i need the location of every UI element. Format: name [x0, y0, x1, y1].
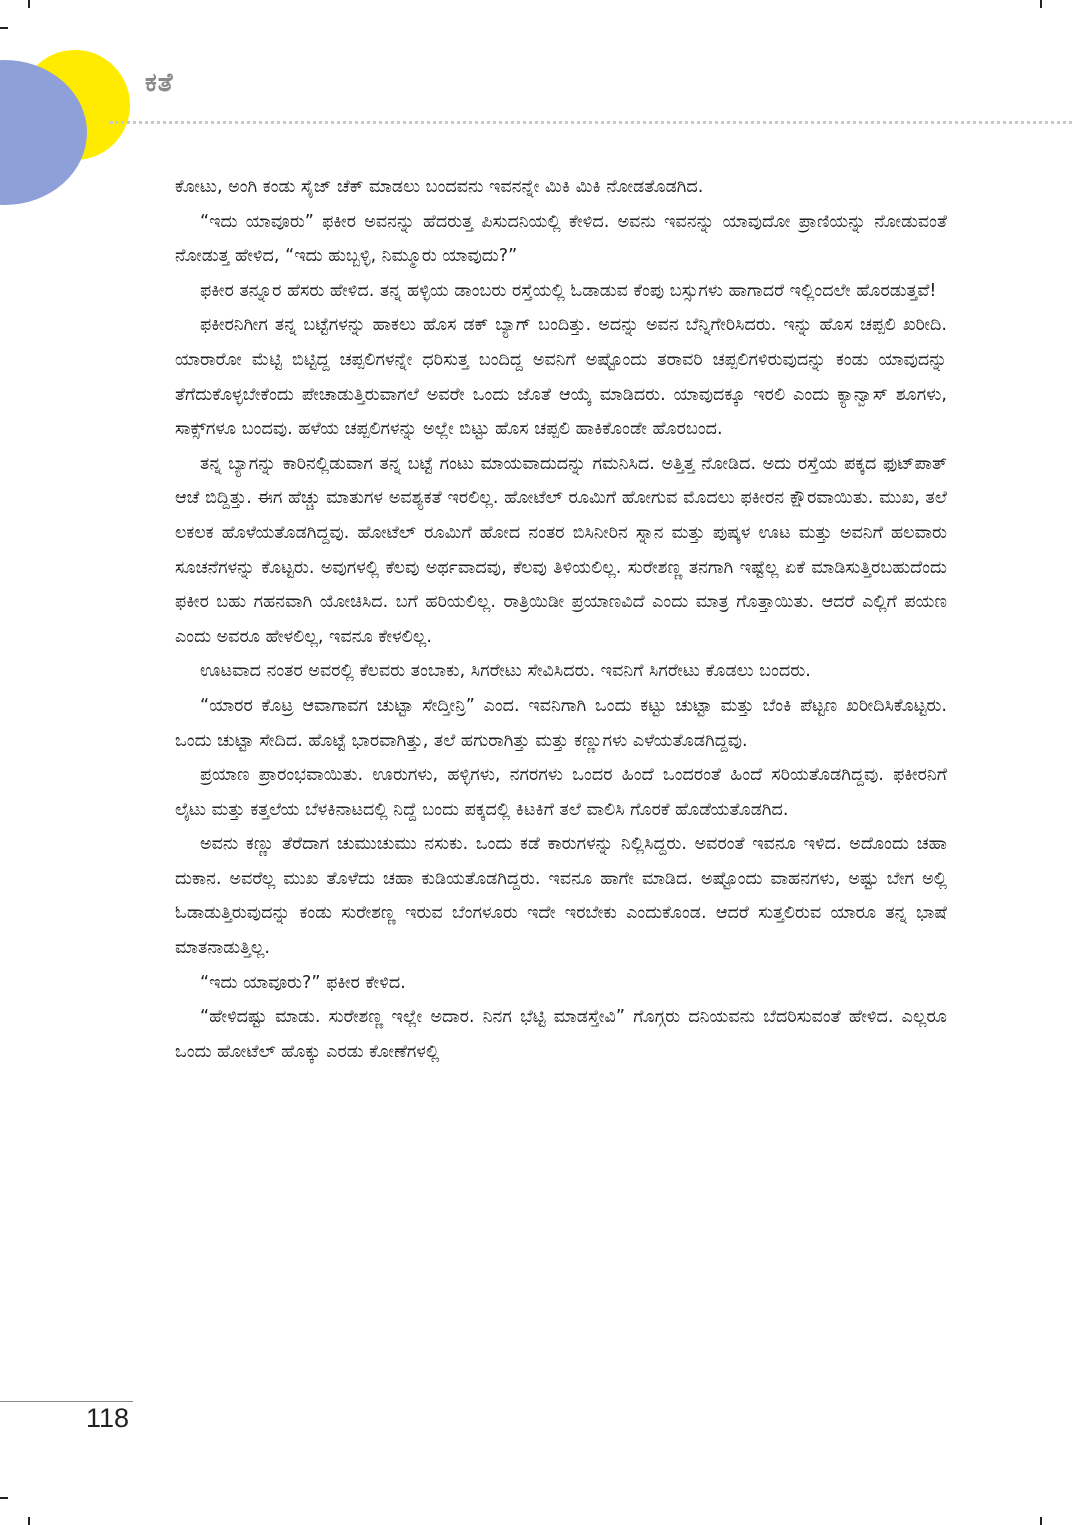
paragraph: “ಯಾರರ ಕೊಟ್ರ ಆವಾಗಾವಗ ಚುಟ್ಟಾ ಸೇದ್ತೀನ್ರಿ” ಎಂದ. ಇವನಿಗಾಗಿ ಒಂದು ಕಟ್ಟು ಚುಟ್ಟಾ ಮತ್ತು ಬೆಂಕಿ ಪೆಟ್ಟಣ ಖರೀದಿಸಿಕೊಟ್ಟರು. ಒಂದು ಚುಟ್ಟಾ ಸೇದಿದ. ಹೊಟ್ಟೆ ಭಾರವಾಗಿತ್ತು, ತಲೆ ಹಗುರಾಗಿತ್ತು ಮತ್ತು ಕಣ್ಣುಗಳು ಎಳೆಯತೊಡಗಿದ್ದವು.: [175, 695, 947, 751]
crop-mark: [1040, 1517, 1042, 1525]
crop-mark: [1040, 0, 1042, 8]
paragraph: ಊಟವಾದ ನಂತರ ಅವರಲ್ಲಿ ಕೆಲವರು ತಂಬಾಕು, ಸಿಗರೇಟು ಸೇವಿಸಿದರು. ಇವನಿಗೆ ಸಿಗರೇಟು ಕೊಡಲು ಬಂದರು.: [200, 661, 811, 682]
header-dotted-divider: [110, 121, 1072, 124]
crop-mark: [0, 27, 8, 29]
paragraph: “ಇದು ಯಾವೂರು” ಫಕೀರ ಅವನನ್ನು ಹೆದರುತ್ತ ಪಿಸುದನಿಯಲ್ಲಿ ಕೇಳಿದ. ಅವನು ಇವನನ್ನು ಯಾವುದೋ ಪ್ರಾಣಿಯನ್ನು ನೋಡುವಂತೆ ನೋಡುತ್ತ ಹೇಳಿದ, “ಇದು ಹುಬ್ಬಳ್ಳಿ, ನಿಮ್ಮೂರು ಯಾವುದು?”: [175, 211, 947, 267]
section-title: ಕತೆ: [145, 68, 174, 98]
paragraph: ಫಕೀರ ತನ್ನೂರ ಹೆಸರು ಹೇಳಿದ. ತನ್ನ ಹಳ್ಳಿಯ ಡಾಂಬರು ರಸ್ತೆಯಲ್ಲಿ ಓಡಾಡುವ ಕೆಂಪು ಬಸ್ಸುಗಳು ಹಾಗಾದರೆ ಇಲ್ಲಿಂದಲೇ ಹೊರಡುತ್ತವೆ!: [200, 280, 937, 301]
paragraph: “ಇದು ಯಾವೂರು?” ಫಕೀರ ಕೇಳಿದ.: [200, 972, 406, 993]
story-body: [175, 170, 947, 1069]
paragraph: ಅವನು ಕಣ್ಣು ತೆರೆದಾಗ ಚುಮುಚುಮು ನಸುಕು. ಒಂದು ಕಡೆ ಕಾರುಗಳನ್ನು ನಿಲ್ಲಿಸಿದ್ದರು. ಅವರಂತೆ ಇವನೂ ಇಳಿದ. ಅದೊಂದು ಚಹಾ ದುಕಾನ. ಅವರೆಲ್ಲ ಮುಖ ತೊಳೆದು ಚಹಾ ಕುಡಿಯತೊಡಗಿದ್ದರು. ಇವನೂ ಹಾಗೇ ಮಾಡಿದ. ಅಷ್ಟೊಂದು ವಾಹನಗಳು, ಅಷ್ಟು ಬೇಗ ಅಲ್ಲಿ ಓಡಾಡುತ್ತಿರುವುದನ್ನು ಕಂಡು ಸುರೇಶಣ್ಣ ಇರುವ ಬೆಂಗಳೂರು ಇದೇ ಇರಬೇಕು ಎಂದುಕೊಂಡ. ಆದರೆ ಸುತ್ತಲಿರುವ ಯಾರೂ ತನ್ನ ಭಾಷೆ ಮಾತನಾಡುತ್ತಿಲ್ಲ.: [175, 834, 947, 959]
crop-mark: [0, 1497, 8, 1499]
crop-mark: [28, 1517, 30, 1525]
paragraph: ಪ್ರಯಾಣ ಪ್ರಾರಂಭವಾಯಿತು. ಊರುಗಳು, ಹಳ್ಳಿಗಳು, ನಗರಗಳು ಒಂದರ ಹಿಂದೆ ಒಂದರಂತೆ ಹಿಂದೆ ಸರಿಯತೊಡಗಿದ್ದವು. ಫಕೀರನಿಗೆ ಲೈಟು ಮತ್ತು ಕತ್ತಲೆಯ ಬೆಳಕಿನಾಟದಲ್ಲಿ ನಿದ್ದೆ ಬಂದು ಪಕ್ಕದಲ್ಲಿ ಕಿಟಕಿಗೆ ತಲೆ ವಾಲಿಸಿ ಗೊರಕೆ ಹೊಡೆಯತೊಡಗಿದ.: [175, 765, 947, 820]
paragraph: ಕೋಟು, ಅಂಗಿ ಕಂಡು ಸೈಜ್ ಚೆಕ್ ಮಾಡಲು ಬಂದವನು ಇವನನ್ನೇ ಮಿಕಿ ಮಿಕಿ ನೋಡತೊಡಗಿದ.: [175, 177, 704, 197]
footer-rule: [0, 1401, 133, 1402]
paragraph: “ಹೇಳಿದಷ್ಟು ಮಾಡು. ಸುರೇಶಣ್ಣ ಇಲ್ಲೇ ಅದಾರ. ನಿನಗ ಭೆಟ್ಟಿ ಮಾಡಸ್ತೇವಿ” ಗೊಗ್ಗರು ದನಿಯವನು ಬೆದರಿಸುವಂತೆ ಹೇಳಿದ. ಎಲ್ಲರೂ ಒಂದು ಹೋಟೆಲ್ ಹೊಕ್ಕು ಎರಡು ಕೋಣೆಗಳಲ್ಲಿ: [175, 1007, 947, 1062]
crop-mark: [28, 0, 30, 8]
paragraph: ತನ್ನ ಬ್ಯಾಗನ್ನು ಕಾರಿನಲ್ಲಿಡುವಾಗ ತನ್ನ ಬಟ್ಟೆ ಗಂಟು ಮಾಯವಾದುದನ್ನು ಗಮನಿಸಿದ. ಅತ್ತಿತ್ತ ನೋಡಿದ. ಅದು ರಸ್ತೆಯ ಪಕ್ಕದ ಫುಟ್‌ಪಾತ್ ಆಚೆ ಬಿದ್ದಿತ್ತು. ಈಗ ಹೆಚ್ಚು ಮಾತುಗಳ ಅವಶ್ಯಕತೆ ಇರಲಿಲ್ಲ. ಹೋಟೆಲ್ ರೂಮಿಗೆ ಹೋಗುವ ಮೊದಲು ಫಕೀರನ ಕ್ಷೌರವಾಯಿತು. ಮುಖ, ತಲೆ ಲಕಲಕ ಹೊಳೆಯತೊಡಗಿದ್ದವು. ಹೋಟೆಲ್ ರೂಮಿಗೆ ಹೋದ ನಂತರ ಬಿಸಿನೀರಿನ ಸ್ನಾನ ಮತ್ತು ಪುಷ್ಕಳ ಊಟ ಮತ್ತು ಅವನಿಗೆ ಹಲವಾರು ಸೂಚನೆಗಳನ್ನು ಕೊಟ್ಟರು. ಅವುಗಳಲ್ಲಿ ಕೆಲವು ಅರ್ಥವಾದವು, ಕೆಲವು ತಿಳಿಯಲಿಲ್ಲ. ಸುರೇಶಣ್ಣ ತನಗಾಗಿ ಇಷ್ಟೆಲ್ಲ ಏಕೆ ಮಾಡಿಸುತ್ತಿರಬಹುದೆಂದು ಫಕೀರ ಬಹು ಗಹನವಾಗಿ ಯೋಚಿಸಿದ. ಬಗೆ ಹರಿಯಲಿಲ್ಲ. ರಾತ್ರಿಯಿಡೀ ಪ್ರಯಾಣವಿದೆ ಎಂದು ಮಾತ್ರ ಗೊತ್ತಾಯಿತು. ಆದರೆ ಎಲ್ಲಿಗೆ ಪಯಣ ಎಂದು ಅವರೂ ಹೇಳಲಿಲ್ಲ, ಇವನೂ ಕೇಳಲಿಲ್ಲ.: [175, 453, 947, 647]
paragraph: ಫಕೀರನಿಗೀಗ ತನ್ನ ಬಟ್ಟೆಗಳನ್ನು ಹಾಕಲು ಹೊಸ ಡಕ್ ಬ್ಯಾಗ್ ಬಂದಿತ್ತು. ಅದನ್ನು ಅವನ ಬೆನ್ನಿಗೇರಿಸಿದರು. ಇನ್ನು ಹೊಸ ಚಪ್ಪಲಿ ಖರೀದಿ. ಯಾರಾರೋ ಮೆಟ್ಟಿ ಬಿಟ್ಟಿದ್ದ ಚಪ್ಪಲಿಗಳನ್ನೇ ಧರಿಸುತ್ತ ಬಂದಿದ್ದ ಅವನಿಗೆ ಅಷ್ಟೊಂದು ತರಾವರಿ ಚಪ್ಪಲಿಗಳಿರುವುದನ್ನು ಕಂಡು ಯಾವುದನ್ನು ತೆಗೆದುಕೊಳ್ಳಬೇಕೆಂದು ಪೇಚಾಡುತ್ತಿರುವಾಗಲೆ ಅವರೇ ಒಂದು ಜೊತೆ ಆಯ್ಕೆ ಮಾಡಿದರು. ಯಾವುದಕ್ಕೂ ಇರಲಿ ಎಂದು ಕ್ಯಾನ್ವಾಸ್ ಶೂಗಳು, ಸಾಕ್ಸ್‌ಗಳೂ ಬಂದವು. ಹಳೆಯ ಚಪ್ಪಲಿಗಳನ್ನು ಅಲ್ಲೇ ಬಿಟ್ಟು ಹೊಸ ಚಪ್ಪಲಿ ಹಾಕಿಕೊಂಡೇ ಹೊರಬಂದ.: [175, 315, 947, 440]
page-number: 118: [86, 1403, 130, 1433]
